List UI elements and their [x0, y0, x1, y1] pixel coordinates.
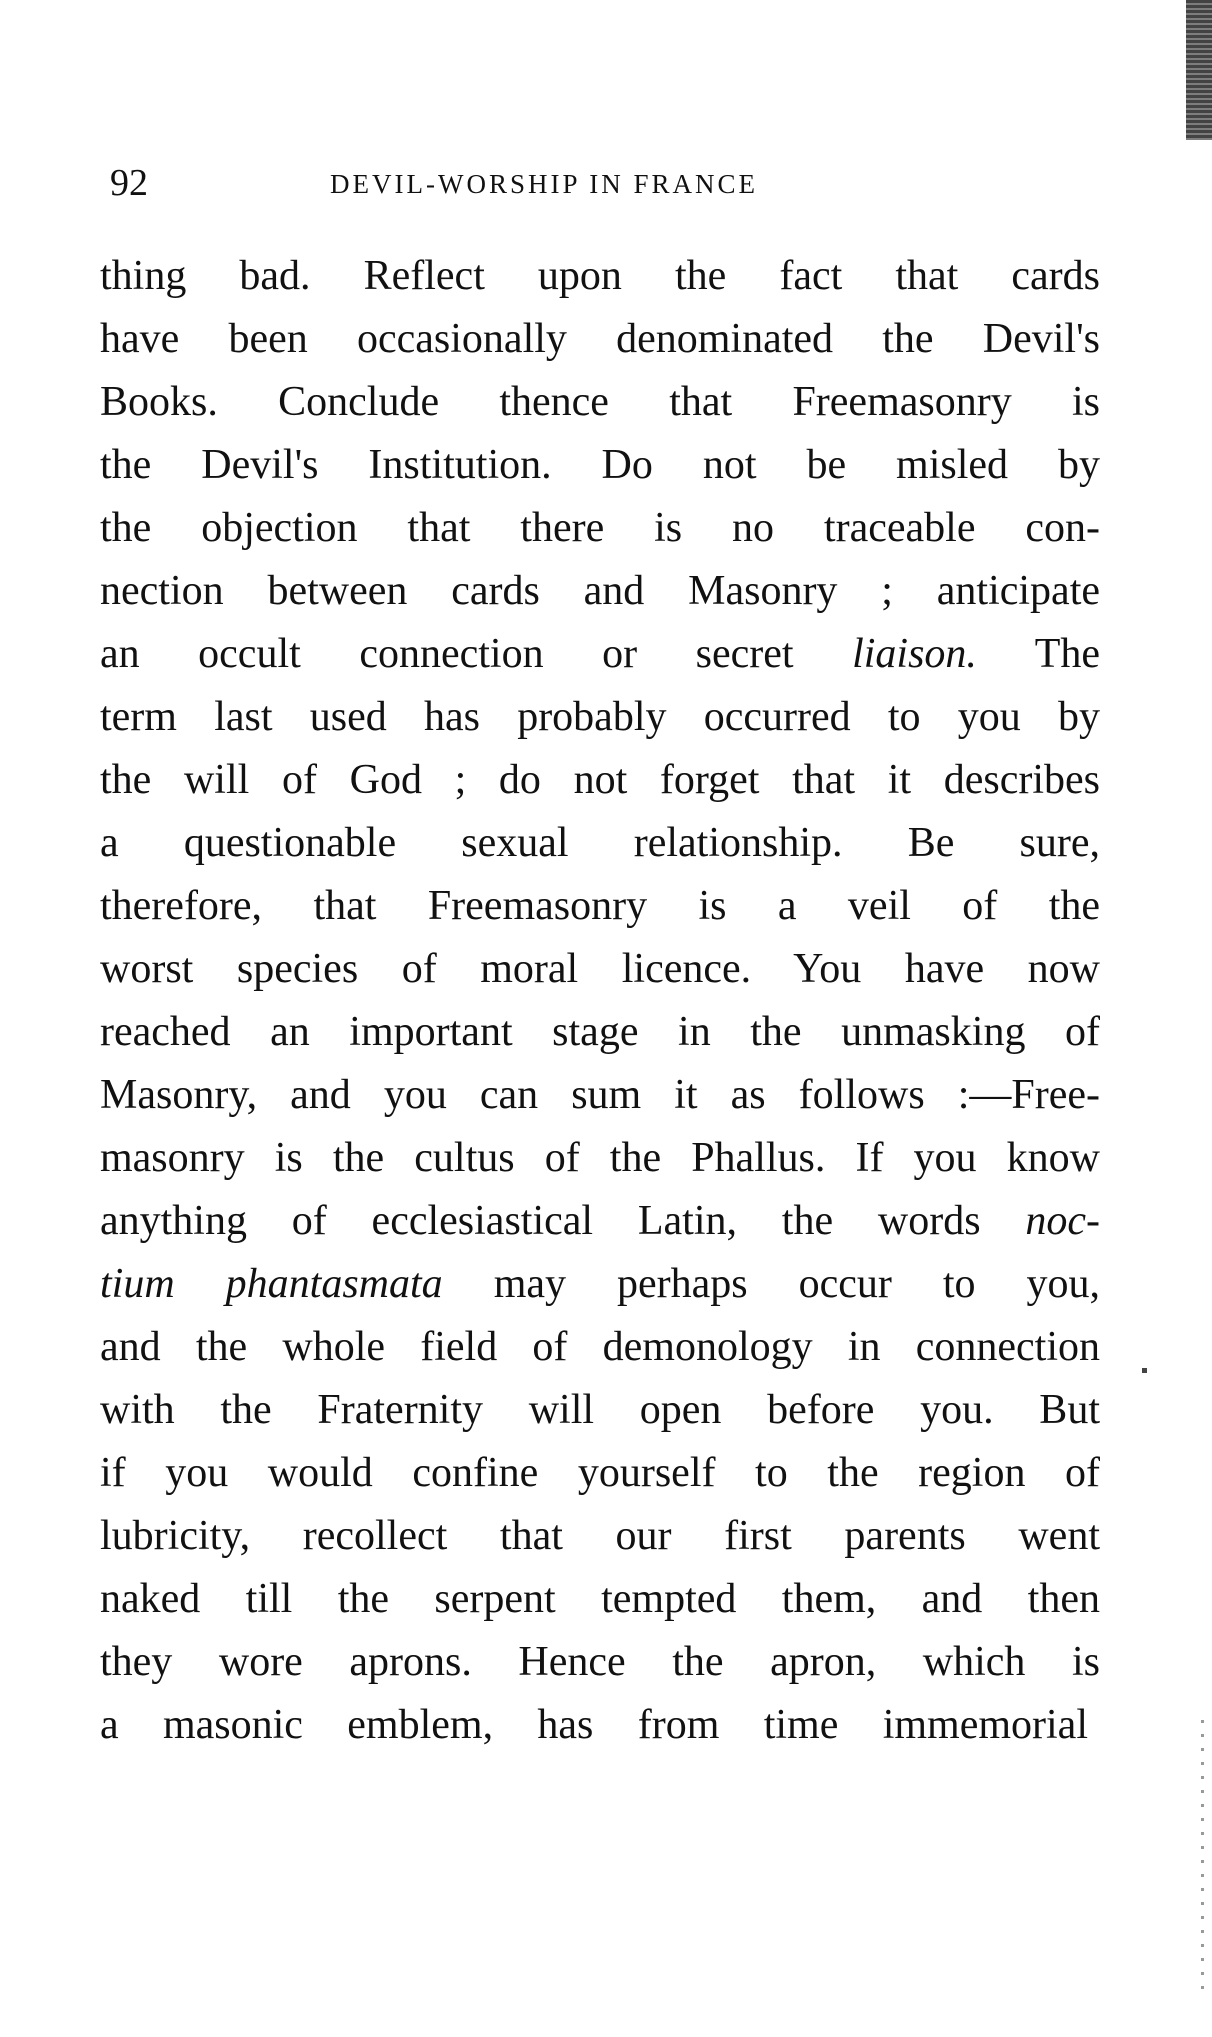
text-line: Books. Conclude thence that Freemasonry is [100, 379, 1100, 425]
text-line: term last used has probably occurred to you by [100, 694, 1100, 740]
text-line: thing bad. Reflect upon the fact that cards [100, 253, 1100, 299]
text-line: if you would confine yourself to the region of [100, 1450, 1100, 1496]
page-header [110, 158, 1010, 208]
text-line: with the Fraternity will open before you. But [100, 1387, 1100, 1433]
body-text [100, 245, 1100, 1757]
text-line: and the whole field of demonology in connection [100, 1324, 1100, 1370]
text-line: naked till the serpent tempted them, and then [100, 1576, 1100, 1622]
text-line: masonry is the cultus of the Phallus. If you know [100, 1135, 1100, 1181]
text-line [100, 1190, 1100, 1253]
text-line: the will of God ; do not forget that it describes [100, 757, 1100, 803]
text-line [100, 1253, 1100, 1316]
page-number: 92 [110, 162, 148, 204]
italic-word-noc: noc- [1025, 1198, 1100, 1244]
text-line-start: an occult connection or secret [100, 631, 794, 677]
text-line: worst species of moral licence. You have now [100, 946, 1100, 992]
italic-phrase-tium-phantasmata: tium phantasmata [100, 1261, 443, 1307]
text-line-end: The [1034, 631, 1101, 677]
text-line [100, 623, 1100, 686]
page-edge-mark [1186, 0, 1212, 140]
running-title: DEVIL-WORSHIP IN FRANCE [330, 169, 758, 199]
italic-word-liaison: liaison. [852, 631, 977, 677]
text-line: they wore aprons. Hence the apron, which is [100, 1639, 1100, 1685]
text-line: nection between cards and Masonry ; anticipate [100, 568, 1100, 614]
text-line: have been occasionally denominated the Devil's [100, 316, 1100, 362]
text-line: Masonry, and you can sum it as follows :—Free- [100, 1072, 1100, 1118]
text-line: a masonic emblem, has from time immemorial [100, 1702, 1088, 1748]
text-line: a questionable sexual relationship. Be sure, [100, 820, 1100, 866]
text-line: lubricity, recollect that our first parents went [100, 1513, 1100, 1559]
text-line: the Devil's Institution. Do not be misled by [100, 442, 1100, 488]
text-line: the objection that there is no traceable con- [100, 505, 1100, 551]
page-edge-dots [1201, 1720, 1204, 2000]
text-line-start: anything of ecclesiastical Latin, the words [100, 1198, 981, 1244]
stray-ink-mark [1142, 1368, 1147, 1373]
text-line: reached an important stage in the unmasking of [100, 1009, 1100, 1055]
text-line-end: may perhaps occur to you, [493, 1261, 1101, 1307]
text-line: therefore, that Freemasonry is a veil of the [100, 883, 1100, 929]
